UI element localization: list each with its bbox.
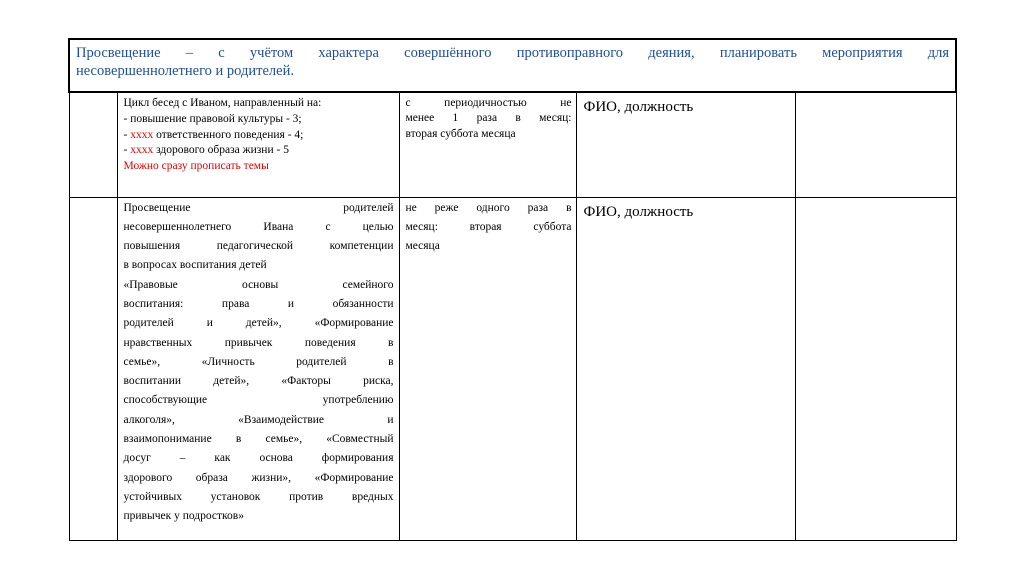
activity-line: привычек у подростков» <box>123 510 244 523</box>
section-title-line-1: Просвещение – с учётом характера совершённого противоправного деяния, планировать мероприятия для <box>76 45 950 61</box>
activity-line: в вопросах воспитания детей <box>123 259 267 272</box>
empty-cell <box>69 197 117 540</box>
activity-line: досуг – как основа формирования <box>123 452 394 465</box>
table-header-row <box>69 39 956 92</box>
activity-line: Просвещение родителей <box>123 201 394 214</box>
activity-note: Можно сразу прописать темы <box>123 160 269 173</box>
schedule-line: не реже одного раза в <box>405 201 572 214</box>
activity-intro: Цикл бесед с Иваном, направленный на: <box>123 97 322 109</box>
schedule-line: с периодичностью не <box>405 97 572 109</box>
schedule-cell <box>399 92 576 197</box>
activity-line: алкоголя», «Взаимодействие и <box>123 413 394 426</box>
table-row <box>69 197 956 540</box>
activity-item-1: - повышение правовой культуры - 3; <box>123 112 302 125</box>
section-title <box>69 39 956 92</box>
schedule-line: вторая суббота месяца <box>405 127 516 140</box>
schedule-line: менее 1 раза в месяц: <box>405 112 572 125</box>
schedule-line: месяца <box>405 240 440 253</box>
responsible-text: ФИО, должность <box>583 99 694 115</box>
schedule-line: месяц: вторая суббота <box>405 220 572 233</box>
activity-line: воспитании детей», «Факторы риска, <box>123 375 394 388</box>
empty-cell <box>795 197 956 540</box>
activity-line: нравственных привычек поведения в <box>123 336 394 349</box>
activity-cell <box>117 92 399 197</box>
empty-cell <box>69 92 117 197</box>
activity-item-3: - хххх здорового образа жизни - 5 <box>123 144 289 157</box>
responsible-cell <box>576 92 795 197</box>
table-row <box>69 92 956 197</box>
activity-item-2: - хххх ответственного поведения - 4; <box>123 128 304 141</box>
activity-line: взаимопонимание в семье», «Совместный <box>123 433 394 446</box>
section-title-line-2: несовершеннолетнего и родителей. <box>76 63 294 79</box>
activity-line: родителей и детей», «Формирование <box>123 317 394 330</box>
activity-cell <box>117 197 399 540</box>
placeholder-text: хххх <box>130 128 154 141</box>
activity-line: устойчивых установок против вредных <box>123 490 394 503</box>
responsible-cell <box>576 197 795 540</box>
responsible-text: ФИО, должность <box>583 203 694 220</box>
activity-line: воспитания: права и обязанности <box>123 297 394 310</box>
schedule-cell <box>399 197 576 540</box>
activity-line: повышения педагогической компетенции <box>123 240 394 253</box>
activity-line: «Правовые основы семейного <box>123 278 394 291</box>
activity-line: здорового образа жизни», «Формирование <box>123 471 394 484</box>
activity-line: несовершеннолетнего Ивана с целью <box>123 220 394 233</box>
placeholder-text: хххх <box>130 144 154 157</box>
activity-line: способствующие употреблению <box>123 394 394 407</box>
plan-table <box>68 38 957 541</box>
activity-line: семье», «Личность родителей в <box>123 355 394 368</box>
empty-cell <box>795 92 956 197</box>
